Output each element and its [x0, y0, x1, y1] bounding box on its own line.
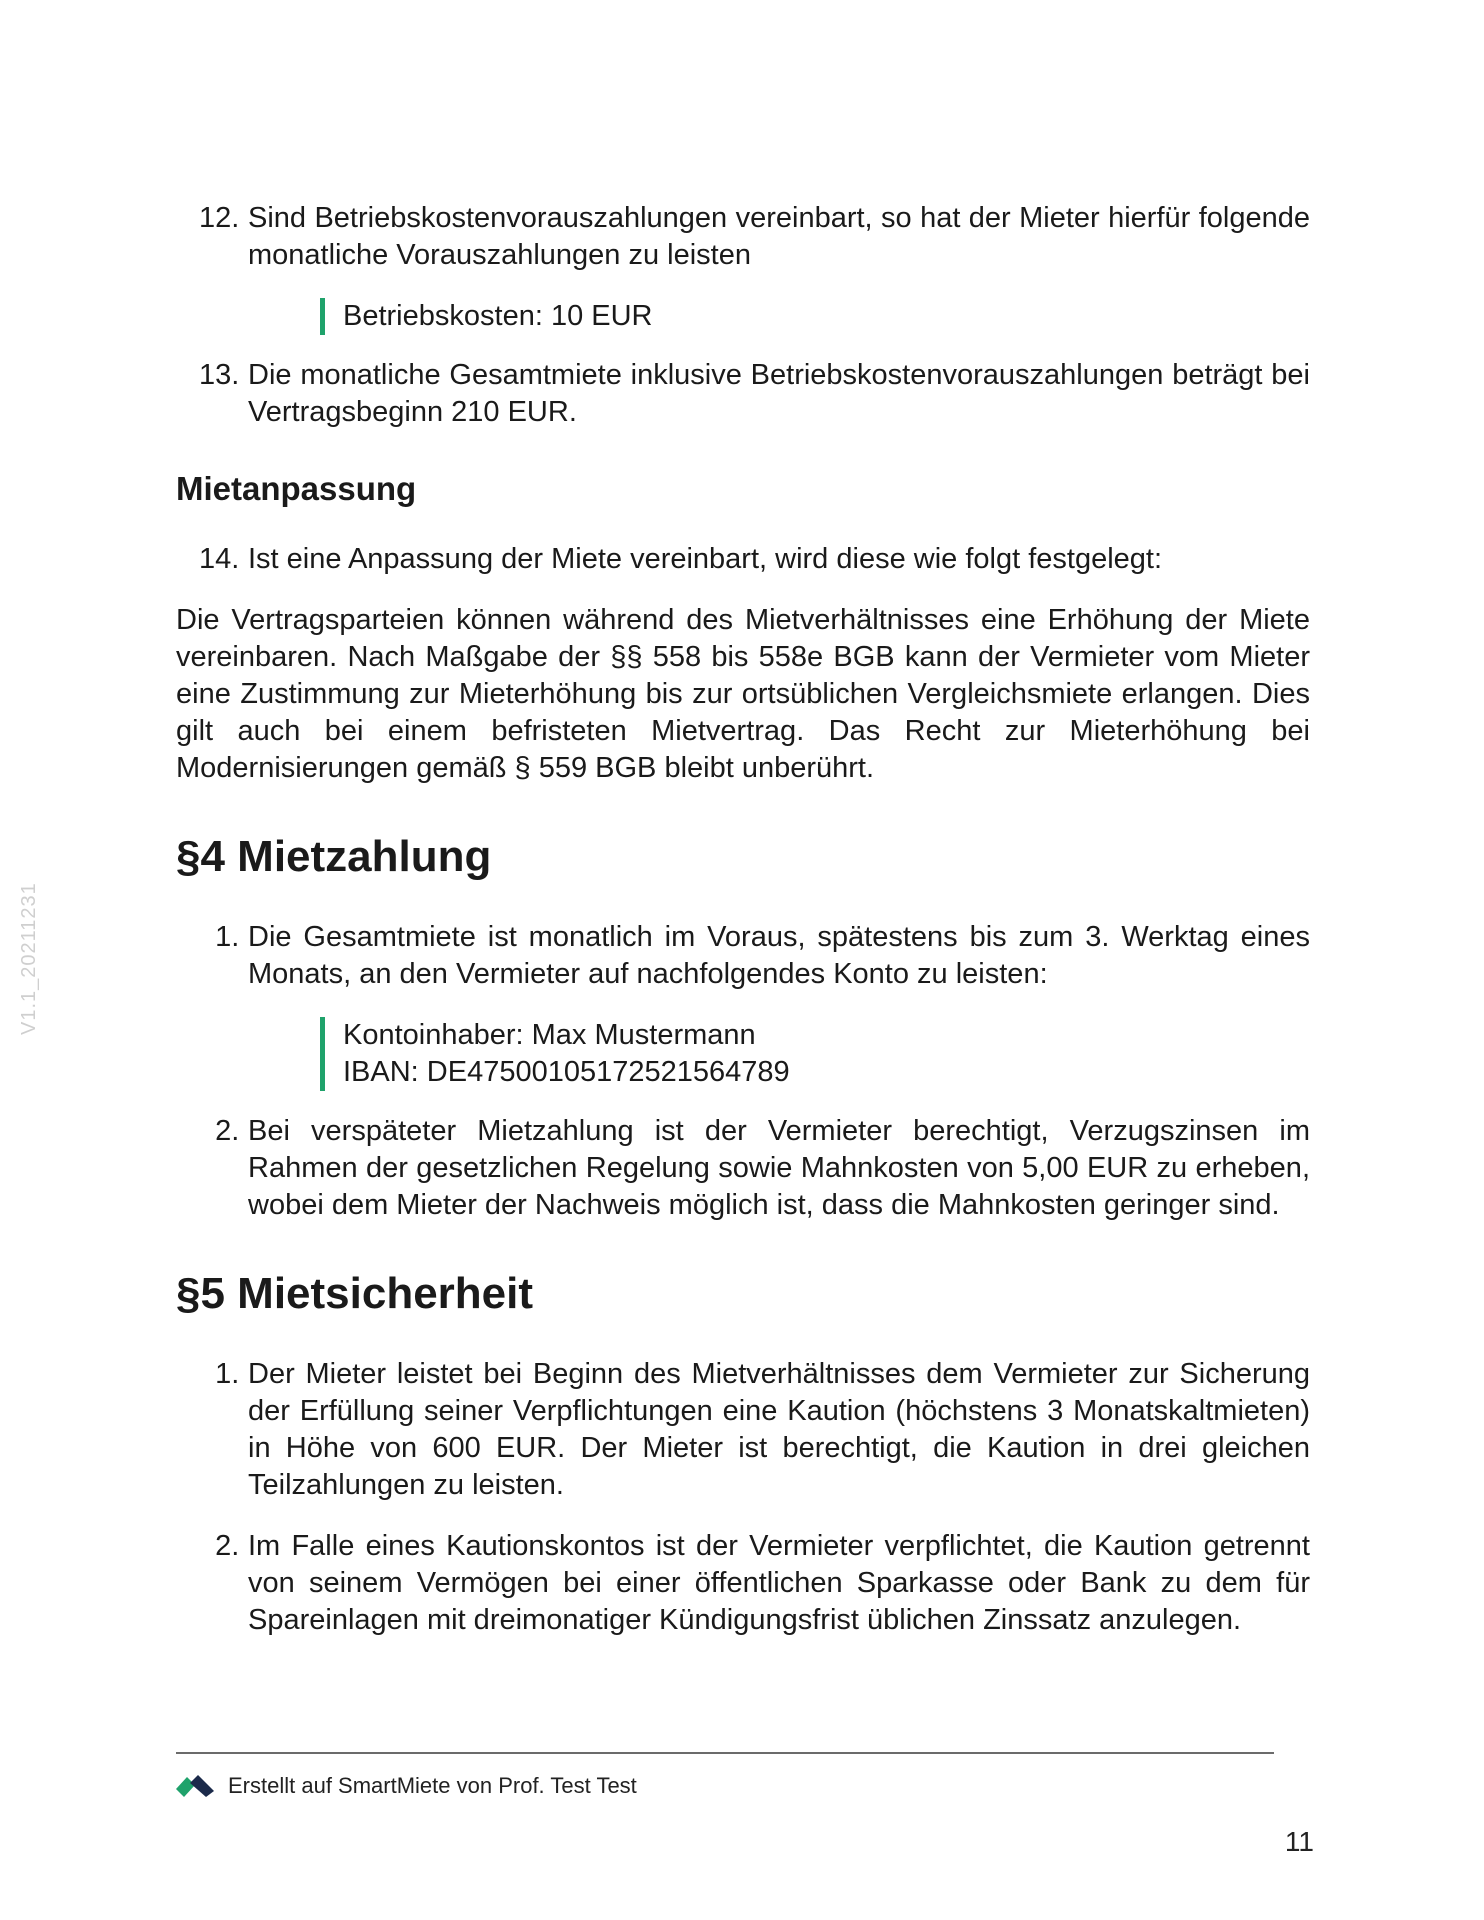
list-number: 1.: [215, 1358, 240, 1390]
list-text: Die Gesamtmiete ist monatlich im Voraus, spätestens bis zum 3. Werktag eines Monats, an den Vermieter auf nachfolgendes Konto zu leisten:: [248, 921, 1310, 990]
list-text: Bei verspäteter Mietzahlung ist der Vermieter berechtigt, Verzugszinsen im Rahmen der gesetzlichen Regelung sowie Mahnkosten von 5,00 EUR zu erheben, wobei dem Mieter der Nachweis möglich ist, dass die Mahnkosten geringer sind.: [248, 1115, 1310, 1221]
smartmiete-logo-icon: [176, 1773, 214, 1799]
list-number: 14.: [198, 543, 240, 575]
list-number: 12.: [198, 202, 240, 234]
account-holder: Kontoinhaber: Max Mustermann: [343, 1019, 756, 1051]
list-text: Der Mieter leistet bei Beginn des Mietverhältnisses dem Vermieter zur Sicherung der Erfüllung seiner Verpflichtungen eine Kaution (höchstens 3 Monatskaltmieten) in Höhe von 600 EUR. Der Mieter ist berechtigt, die Kaution in drei gleichen Teilzahlungen zu leisten.: [248, 1358, 1310, 1501]
list-item-14: [176, 541, 1310, 578]
section-heading-mietsicherheit: §5 Mietsicherheit: [176, 1269, 534, 1318]
page-content: [176, 200, 1310, 1663]
section-heading-mietzahlung: §4 Mietzahlung: [176, 832, 492, 881]
footer: [176, 1773, 637, 1799]
iban: IBAN: DE47500105172521564789: [343, 1056, 790, 1088]
list-text: Ist eine Anpassung der Miete vereinbart, wird diese wie folgt festgelegt:: [248, 543, 1163, 575]
list-number: 2.: [215, 1115, 240, 1147]
list-number: 2.: [215, 1530, 240, 1562]
page-number: 11: [1284, 1826, 1314, 1857]
footer-text: Erstellt auf SmartMiete von Prof. Test Test: [228, 1773, 637, 1798]
subheading-mietanpassung: Mietanpassung: [176, 470, 417, 507]
paragraph-mietanpassung: Die Vertragsparteien können während des Mietverhältnisses eine Erhöhung der Miete vereinbaren. Nach Maßgabe der §§ 558 bis 558e BGB kann der Vermieter vom Mieter eine Zustimmung zur Mieterhöhung bis zur ortsüblichen Vergleichsmiete erlangen. Dies gilt auch bei einem befristeten Mietvertrag. Das Recht zur Mieterhöhung bei Modernisierungen gemäß § 559 BGB bleibt unberührt.: [176, 604, 1310, 784]
list-item-12: [176, 200, 1310, 274]
version-label: V1.1_20211231: [18, 882, 40, 1035]
list-text: Sind Betriebskostenvorauszahlungen vereinbart, so hat der Mieter hierfür folgende monatliche Vorauszahlungen zu leisten: [248, 202, 1310, 271]
quote-line: Betriebskosten: 10 EUR: [343, 300, 653, 332]
list-item-s5-1: [176, 1356, 1310, 1504]
list-text: Im Falle eines Kautionskontos ist der Vermieter verpflichtet, die Kaution getrennt von seinem Vermögen bei einer öffentlichen Sparkasse oder Bank zu dem für Spareinlagen mit dreimonatiger Kündigungsfrist üblichen Zinssatz anzulegen.: [248, 1530, 1310, 1636]
betriebskosten-quote: [320, 298, 1310, 335]
list-item-13: [176, 357, 1310, 431]
footer-divider: [176, 1752, 1274, 1754]
list-number: 1.: [215, 921, 240, 953]
list-number: 13.: [198, 359, 240, 391]
list-item-s4-1: [176, 919, 1310, 993]
list-text: Die monatliche Gesamtmiete inklusive Betriebskostenvorauszahlungen beträgt bei Vertragsbeginn 210 EUR.: [248, 359, 1310, 428]
bank-account-quote: [320, 1017, 1310, 1091]
list-item-s5-2: [176, 1528, 1310, 1639]
list-item-s4-2: [176, 1113, 1310, 1224]
